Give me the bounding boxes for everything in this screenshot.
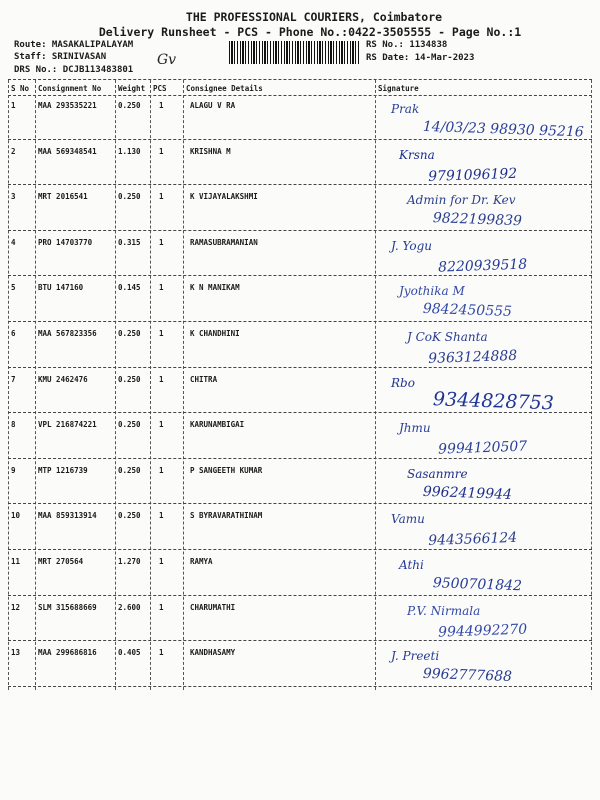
row-sno: 10 [11, 511, 21, 521]
row-sno: 1 [11, 101, 16, 110]
signature-phone: 9363124888 [427, 347, 518, 367]
signature-name: Krsna [399, 147, 435, 162]
column-divider [591, 80, 592, 690]
row-weight: 0.250 [118, 192, 141, 202]
row-consignment-no: MRT 2016541 [38, 192, 88, 202]
row-sno: 2 [11, 146, 16, 156]
column-divider [115, 80, 116, 690]
signature-handwriting [385, 232, 585, 282]
row-weight: 0.315 [118, 237, 141, 247]
barcode [229, 41, 359, 64]
row-sno: 5 [11, 283, 16, 293]
signature-phone: 14/03/23 98930 95216 [422, 118, 584, 141]
rs-date: RS Date: 14-Mar-2023 [366, 53, 475, 63]
signature-name: Sasanmre [407, 466, 468, 481]
signature-handwriting [385, 277, 585, 327]
row-consignment-no: SLM 315688669 [38, 602, 97, 612]
signature-handwriting [385, 95, 585, 145]
row-pcs: 1 [159, 237, 164, 247]
signature-handwriting [385, 414, 585, 464]
row-consignee: K VIJAYALAKSHMI [190, 192, 258, 202]
col-header-signature: Signature [378, 84, 419, 93]
drs-number: DRS No.: DCJB113483801 [14, 65, 134, 75]
row-sno: 13 [11, 648, 21, 658]
signature-handwriting [385, 460, 585, 510]
row-consignee: CHITRA [190, 374, 218, 384]
row-consignment-no: MAA 859313914 [38, 511, 97, 521]
row-weight: 0.250 [118, 465, 141, 475]
signature-phone: 9962419944 [422, 483, 513, 503]
row-weight: 1.130 [118, 146, 141, 156]
row-consignment-no: MAA 299686816 [38, 648, 97, 658]
row-pcs: 1 [159, 420, 164, 430]
rs-number: RS No.: 1134838 [366, 40, 448, 50]
signature-phone: 9500701842 [432, 575, 523, 595]
col-header-sno: S No [11, 84, 30, 93]
row-sno: 8 [11, 420, 16, 430]
col-header-consignee: Consignee Details [186, 84, 263, 93]
row-weight: 1.270 [118, 557, 141, 566]
row-consignee: K N MANIKAM [190, 283, 240, 293]
table-top-border [8, 79, 592, 80]
signature-handwriting [385, 141, 585, 191]
column-divider [8, 80, 9, 690]
row-weight: 0.250 [118, 420, 141, 430]
runsheet-title: Delivery Runsheet - PCS - Phone No.:0422-3505555 - Page No.:1 [98, 25, 522, 39]
row-pcs: 1 [159, 329, 164, 338]
col-header-consignment: Consignment No [38, 84, 102, 93]
signature-name: J. Preeti [391, 649, 440, 664]
signature-phone: 9344828753 [432, 387, 555, 414]
row-pcs: 1 [159, 192, 164, 202]
row-sno: 4 [11, 237, 16, 247]
row-pcs: 1 [159, 511, 164, 521]
signature-name: Rbo [391, 375, 415, 390]
column-divider [375, 80, 376, 690]
signature-phone: 8220939518 [437, 256, 528, 276]
col-header-pcs: PCS [153, 84, 167, 93]
row-consignee: KANDHASAMY [190, 648, 236, 658]
signature-name: Admin for Dr. Kev [407, 193, 516, 208]
signature-handwriting [385, 323, 585, 373]
row-weight: 0.250 [118, 101, 141, 110]
row-pcs: 1 [159, 101, 164, 110]
row-sno: 12 [11, 602, 21, 612]
row-consignment-no: VPL 216874221 [38, 420, 97, 430]
signature-handwriting [385, 369, 585, 419]
row-consignment-no: BTU 147160 [38, 283, 84, 293]
column-divider [183, 80, 184, 690]
signature-phone: 9944992270 [437, 621, 528, 641]
row-sno: 3 [11, 192, 16, 202]
row-weight: 0.145 [118, 283, 141, 293]
signature-handwriting [385, 597, 585, 647]
row-pcs: 1 [159, 648, 164, 658]
row-consignment-no: KMU 2462476 [38, 374, 88, 384]
row-consignee: S BYRAVARATHINAM [190, 511, 263, 521]
route-label: Route: MASAKALIPALAYAM [14, 40, 134, 50]
signature-name: J CoK Shanta [407, 330, 488, 344]
signature-phone: 9443566124 [427, 530, 518, 550]
row-consignment-no: MRT 270564 [38, 557, 84, 566]
signature-name: J. Yogu [391, 238, 433, 253]
row-pcs: 1 [159, 465, 164, 475]
row-weight: 0.405 [118, 648, 141, 658]
row-consignee: RAMASUBRAMANIAN [190, 237, 258, 247]
signature-name: Prak [391, 102, 420, 116]
company-title: THE PROFESSIONAL COURIERS, Coimbatore [185, 10, 443, 24]
staff-label: Staff: SRINIVASAN [14, 52, 107, 62]
column-divider [150, 80, 151, 690]
col-header-weight: Weight [118, 84, 146, 93]
signature-name: Jyothika M [399, 284, 465, 299]
row-sno: 7 [11, 374, 16, 384]
row-sno: 11 [11, 557, 21, 566]
signature-handwriting [385, 642, 585, 692]
signature-name: Vamu [391, 512, 425, 527]
signature-handwriting [385, 551, 585, 601]
row-consignment-no: MAA 567823356 [38, 329, 97, 338]
row-consignee: K CHANDHINI [190, 329, 240, 338]
row-consignee: RAMYA [190, 557, 213, 566]
signature-handwriting [385, 505, 585, 555]
signature-phone: 9994120507 [437, 438, 528, 458]
row-weight: 0.250 [118, 329, 141, 338]
row-sno: 6 [11, 329, 16, 338]
signature-name: Athi [399, 558, 424, 572]
row-consignment-no: PRO 14703770 [38, 237, 93, 247]
handwritten-initials: Gv [157, 52, 177, 68]
row-consignee: P SANGEETH KUMAR [190, 465, 263, 475]
row-pcs: 1 [159, 283, 164, 293]
row-pcs: 1 [159, 374, 164, 384]
row-consignment-no: MAA 569348541 [38, 146, 97, 156]
row-consignee: CHARUMATHI [190, 602, 236, 612]
row-sno: 9 [11, 465, 16, 475]
row-weight: 0.250 [118, 374, 141, 384]
signature-phone: 9962777688 [422, 666, 513, 686]
column-divider [35, 80, 36, 690]
row-pcs: 1 [159, 602, 164, 612]
row-consignment-no: MAA 293535221 [38, 101, 97, 110]
row-pcs: 1 [159, 146, 164, 156]
signature-phone: 9822199839 [432, 210, 523, 230]
signature-phone: 9791096192 [427, 165, 518, 185]
row-weight: 2.600 [118, 602, 141, 612]
row-pcs: 1 [159, 557, 164, 566]
row-consignment-no: MTP 1216739 [38, 465, 88, 475]
signature-handwriting [385, 186, 585, 236]
row-consignee: KARUNAMBIGAI [190, 420, 245, 430]
row-consignee: ALAGU V RA [190, 101, 236, 110]
row-weight: 0.250 [118, 511, 141, 521]
signature-name: P.V. Nirmala [407, 603, 481, 618]
signature-phone: 9842450555 [422, 301, 513, 321]
signature-name: Jhmu [399, 421, 431, 436]
row-consignee: KRISHNA M [190, 146, 231, 156]
